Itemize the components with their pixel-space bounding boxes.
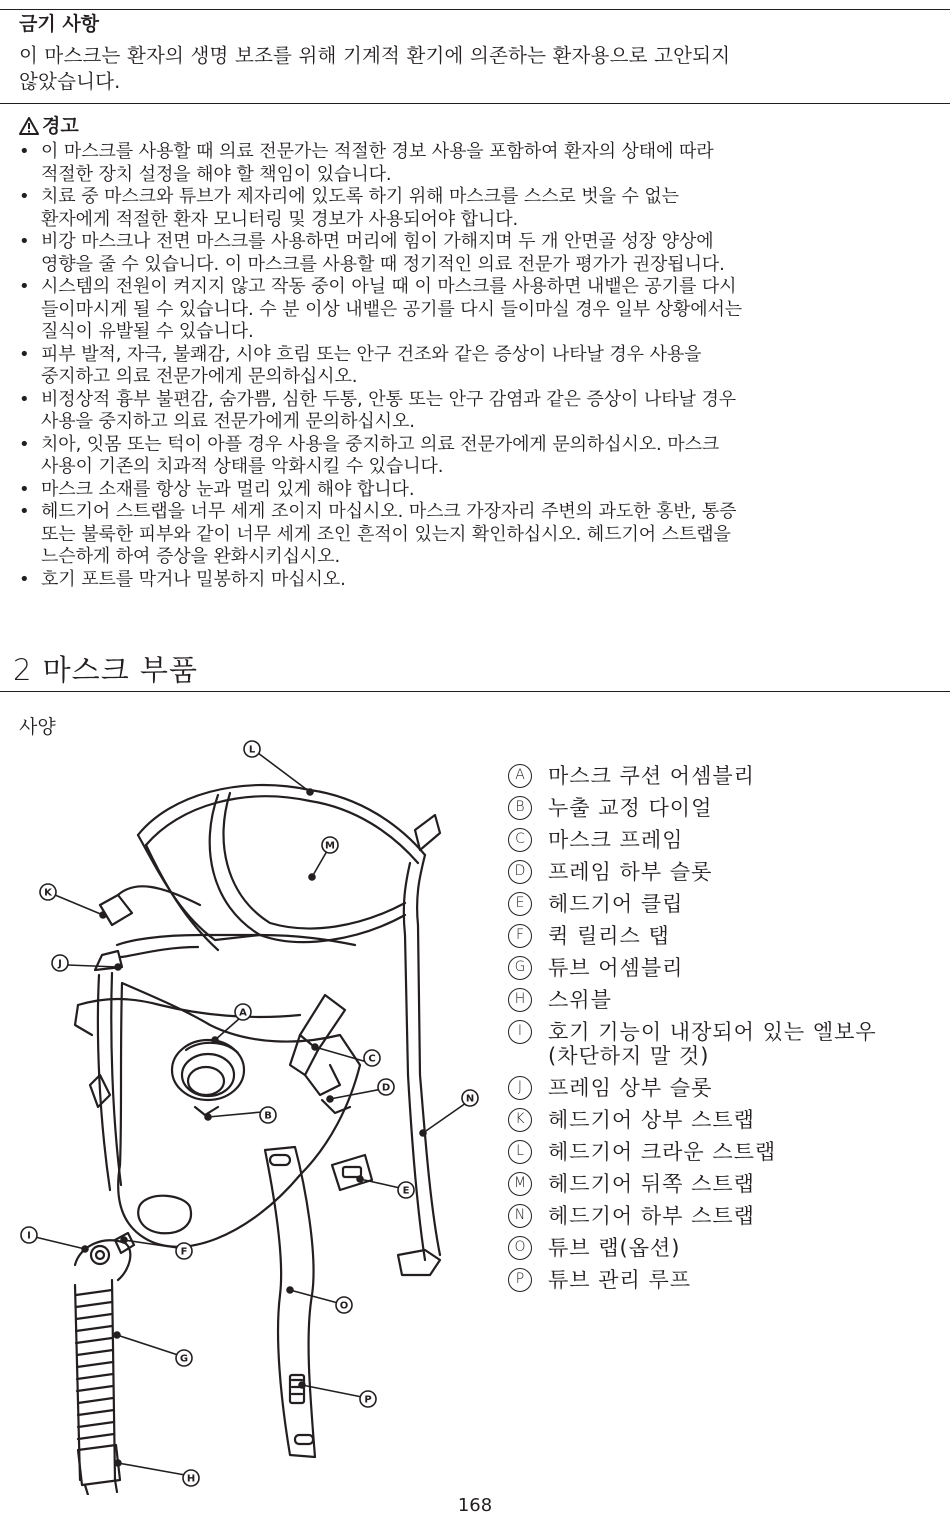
warning-item-line: 피부 발적, 자극, 불쾌감, 시야 흐림 또는 안구 건조와 같은 증상이 나타날 경우 사용을: [41, 343, 702, 365]
callout-letter: I: [27, 1230, 31, 1242]
legend-item: [508, 792, 948, 824]
warning-item-line: 호기 포트를 막거나 밀봉하지 마십시오.: [41, 568, 346, 590]
callout-label: [260, 1107, 276, 1123]
warning-item-line: 치료 중 마스크와 튜브가 제자리에 있도록 하기 위해 마스크를 스스로 벗을 수 없는: [41, 186, 679, 207]
legend-letter-circle: I: [508, 1020, 532, 1044]
callout-letter: P: [364, 1394, 372, 1406]
legend-item: [508, 1016, 948, 1072]
legend-item: [508, 1168, 948, 1200]
callout-label: [52, 955, 68, 971]
legend-item: [508, 920, 948, 952]
legend-letter-circle: D: [508, 860, 532, 884]
legend-item-name: 튜브 랩(옵션): [548, 1236, 681, 1260]
legend-item-note: (차단하지 말 것): [548, 1044, 710, 1068]
legend-item-name: 헤드기어 뒤쪽 스트랩: [548, 1172, 755, 1196]
warning-item-line: 사용이 기존의 치과적 상태를 악화시킬 수 있습니다.: [41, 456, 444, 477]
legend-item: [508, 952, 948, 984]
callout-letter: D: [381, 1082, 391, 1094]
section-title: 2 마스크 부품: [13, 653, 198, 687]
warning-heading: [19, 115, 79, 137]
legend-item-name: 헤드기어 클립: [548, 892, 684, 916]
callout-letter: C: [368, 1053, 376, 1065]
warning-item-line: 사용을 중지하고 의료 전문가에게 문의하십시오.: [41, 411, 415, 432]
legend-letter-circle: O: [508, 1236, 532, 1260]
warning-item-line: 마스크 소재를 항상 눈과 멀리 있게 해야 합니다.: [41, 478, 415, 500]
warning-rule: [0, 103, 950, 104]
bullet: •: [19, 231, 30, 252]
parts-legend: [508, 760, 948, 1296]
callout-label: [21, 1227, 37, 1243]
section-rule: [0, 691, 950, 692]
bullet: •: [19, 388, 30, 410]
callout-letter: F: [180, 1246, 188, 1258]
warning-item: [19, 389, 944, 434]
legend-item: [508, 1232, 948, 1264]
callout-label: [462, 1090, 478, 1106]
legend-item-name: 프레임 상부 슬롯: [548, 1076, 713, 1100]
legend-item-name: 헤드기어 하부 스트랩: [548, 1204, 755, 1228]
legend-letter-circle: A: [508, 764, 532, 788]
bullet: •: [19, 141, 30, 162]
legend-item-name: 호기 기능이 내장되어 있는 엘보우: [548, 1020, 877, 1044]
callout-letter: N: [465, 1093, 475, 1105]
callout-letter: H: [186, 1473, 196, 1485]
legend-letter-circle: L: [508, 1140, 532, 1164]
legend-item-name: 헤드기어 상부 스트랩: [548, 1108, 755, 1132]
callout-letter: B: [264, 1110, 272, 1122]
legend-letter-circle: N: [508, 1204, 532, 1228]
top-rule: [0, 9, 950, 10]
bullet: •: [19, 568, 30, 590]
warning-item-line: 비강 마스크나 전면 마스크를 사용하면 머리에 힘이 가해지며 두 개 안면골 성장 양상에: [41, 231, 714, 252]
warning-item: [19, 276, 944, 344]
callout-label: [235, 1004, 251, 1020]
legend-item-name: 헤드기어 크라운 스트랩: [548, 1140, 777, 1164]
callout-label: [176, 1350, 192, 1366]
legend-item: [508, 1136, 948, 1168]
callout-label: [176, 1243, 192, 1259]
legend-letter-circle: J: [508, 1076, 532, 1100]
legend-item-name: 프레임 하부 슬롯: [548, 860, 713, 884]
warning-item: [19, 231, 944, 276]
legend-item: [508, 1200, 948, 1232]
callout-label: [244, 741, 260, 757]
legend-letter-circle: G: [508, 956, 532, 980]
legend-item: [508, 984, 948, 1016]
bullet: •: [19, 433, 30, 455]
legend-letter-circle: K: [508, 1108, 532, 1132]
legend-item: [508, 760, 948, 792]
warning-item-line: 헤드기어 스트랩을 너무 세게 조이지 마십시오. 마스크 가장자리 주변의 과도한 홍반, 통증: [41, 501, 737, 522]
callout-label: [360, 1391, 376, 1407]
legend-item-name: 스위블: [548, 988, 612, 1012]
callout-label: [322, 837, 338, 853]
warning-item-line: 치아, 잇몸 또는 턱이 아플 경우 사용을 중지하고 의료 전문가에게 문의하십시오. 마스크: [41, 433, 720, 455]
warning-item-line: 영향을 줄 수 있습니다. 이 마스크를 사용할 때 정기적인 의료 전문가 평가가 권장됩니다.: [41, 253, 725, 275]
warning-item-line: 적절한 장치 설정을 해야 할 책임이 있습니다.: [41, 163, 392, 185]
legend-letter-circle: M: [508, 1172, 532, 1196]
legend-item: [508, 1072, 948, 1104]
legend-letter-circle: F: [508, 924, 532, 948]
warning-item-line: 환자에게 적절한 환자 모니터링 및 경보가 사용되어야 합니다.: [41, 208, 519, 230]
legend-item: [508, 1104, 948, 1136]
legend-letter-circle: E: [508, 892, 532, 916]
bullet: •: [19, 276, 30, 297]
legend-item-name: 퀵 릴리스 탭: [548, 924, 670, 948]
warning-title: 경고: [42, 115, 79, 137]
bullet: •: [19, 501, 30, 522]
warning-item-line: 질식이 유발될 수 있습니다.: [41, 321, 254, 342]
callout-letter: O: [339, 1300, 349, 1312]
legend-letter-circle: H: [508, 988, 532, 1012]
contraindication-title: 금기 사항: [19, 13, 100, 35]
mask-parts-illustration: [0, 735, 500, 1495]
legend-item: [508, 1264, 948, 1296]
callout-letter: M: [325, 840, 335, 852]
legend-item: [508, 856, 948, 888]
spec-label: 사양: [19, 716, 56, 738]
page-number: 168: [457, 1495, 493, 1516]
warning-item-line: 들이마시게 될 수 있습니다. 수 분 이상 내뱉은 공기를 다시 들이마실 경우 일부 상황에서는: [41, 298, 743, 320]
warning-item: [19, 141, 944, 186]
callout-letter: K: [44, 887, 52, 899]
legend-letter-circle: C: [508, 828, 532, 852]
warning-list: [19, 141, 944, 591]
callout-label: [40, 884, 56, 900]
callout-label: [378, 1079, 394, 1095]
warning-item-line: 느슨하게 하여 증상을 완화시키십시오.: [41, 546, 341, 567]
bullet: •: [19, 186, 30, 207]
legend-item: [508, 824, 948, 856]
warning-item-line: 비정상적 흉부 불편감, 숨가쁨, 심한 두통, 안통 또는 안구 감염과 같은 증상이 나타날 경우: [41, 388, 737, 410]
warning-triangle-icon: [19, 117, 39, 135]
warning-item-line: 중지하고 의료 전문가에게 문의하십시오.: [41, 366, 358, 387]
legend-item-name: 마스크 프레임: [548, 828, 684, 852]
callout-letter: L: [248, 744, 256, 756]
legend-item: [508, 888, 948, 920]
warning-item: [19, 479, 944, 502]
contraindication-text-line1: 이 마스크는 환자의 생명 보조를 위해 기계적 환기에 의존하는 환자용으로 고안되지: [19, 44, 731, 67]
callout-letter: E: [402, 1185, 410, 1197]
warning-item-line: 또는 불룩한 피부와 같이 너무 세게 조인 흔적이 있는지 확인하십시오. 헤드기어 스트랩을: [41, 523, 731, 545]
legend-letter-circle: P: [508, 1268, 532, 1292]
bullet: •: [19, 343, 30, 365]
callout-letter: J: [58, 958, 62, 970]
warning-item: [19, 186, 944, 231]
callout-label: [364, 1050, 380, 1066]
warning-item-line: 이 마스크를 사용할 때 의료 전문가는 적절한 경보 사용을 포함하여 환자의 상태에 따라: [41, 141, 714, 162]
warning-item: [19, 569, 944, 592]
legend-item-name: 누출 교정 다이얼: [548, 796, 713, 820]
warning-item: [19, 434, 944, 479]
callout-label: [398, 1182, 414, 1198]
warning-item-line: 시스템의 전원이 켜지지 않고 작동 중이 아닐 때 이 마스크를 사용하면 내뱉은 공기를 다시: [41, 276, 737, 297]
warning-item: [19, 501, 944, 569]
bullet: •: [19, 478, 30, 500]
warning-item: [19, 344, 944, 389]
contraindication-text-line2: 않았습니다.: [19, 70, 121, 93]
callout-letter: G: [179, 1353, 189, 1365]
legend-item-name: 튜브 관리 루프: [548, 1268, 692, 1292]
callout-label: [336, 1297, 352, 1313]
callout-label: [183, 1470, 199, 1486]
callout-letter: A: [239, 1007, 247, 1019]
legend-letter-circle: B: [508, 796, 532, 820]
legend-item-name: 튜브 어셈블리: [548, 956, 684, 980]
legend-item-name: 마스크 쿠션 어셈블리: [548, 764, 755, 788]
